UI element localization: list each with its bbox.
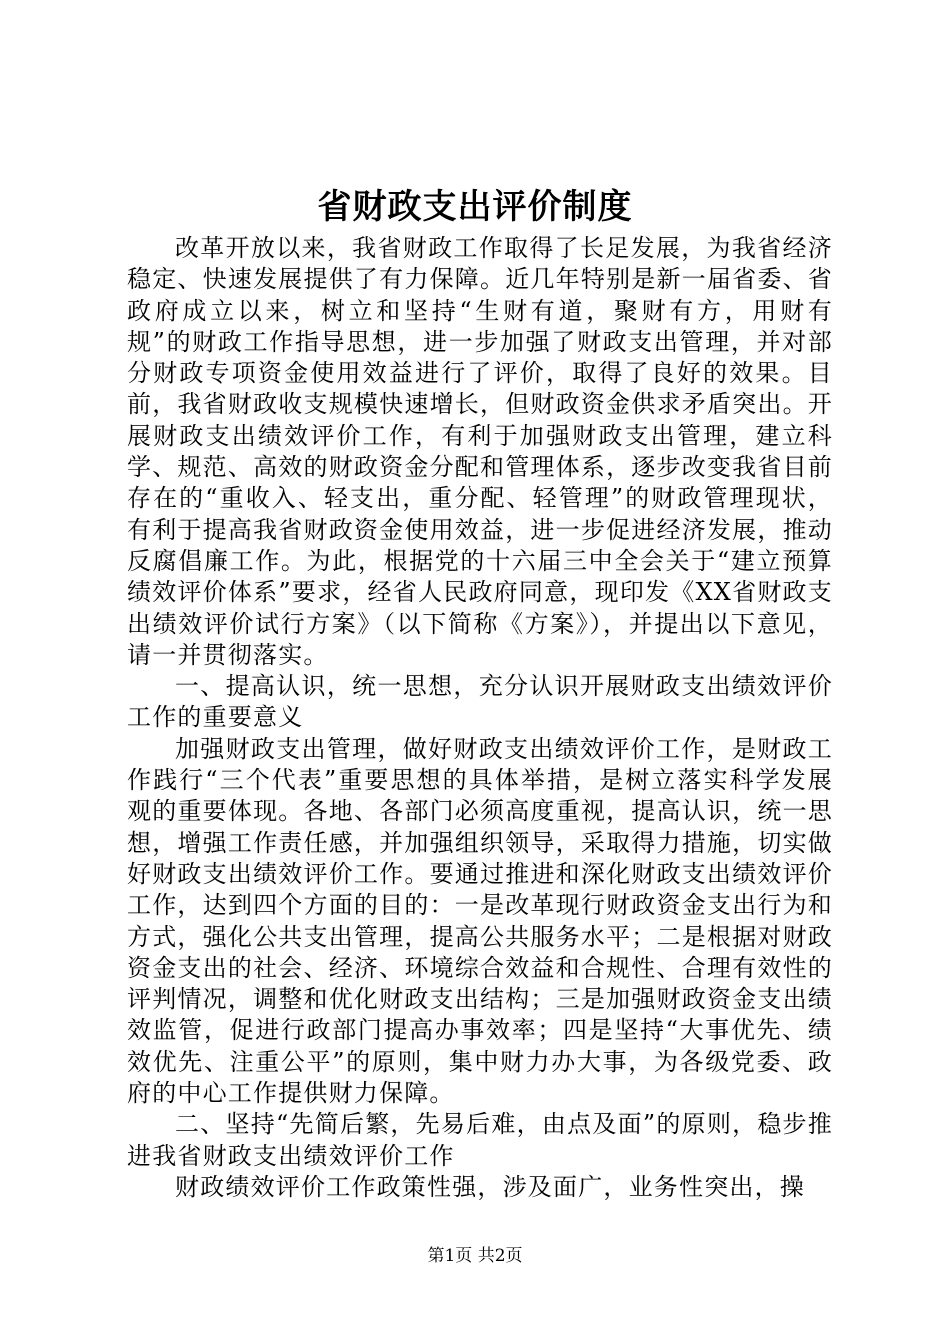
document-body <box>127 233 833 1203</box>
heading-section-1: 一、提高认识，统一思想，充分认识开展财政支出绩效评价工作的重要意义 <box>127 672 833 732</box>
paragraph-intro: 改革开放以来，我省财政工作取得了长足发展，为我省经济稳定、快速发展提供了有力保障。近几年特别是新一届省委、省政府成立以来，树立和坚持“生财有道，聚财有方，用财有规”的财政工作指导思想，进一步加强了财政支出管理，并对部分财政专项资金使用效益进行了评价，取得了良好的效果。目前，我省财政收支规模快速增长，但财政资金供求矛盾突出。开展财政支出绩效评价工作，有利于加强财政支出管理，建立科学、规范、高效的财政资金分配和管理体系，逐步改变我省目前存在的“重收入、轻支出，重分配、轻管理”的财政管理现状，有利于提高我省财政资金使用效益，进一步促进经济发展，推动反腐倡廉工作。为此，根据党的十六届三中全会关于“建立预算绩效评价体系”要求，经省人民政府同意，现印发《XX省财政支出绩效评价试行方案》（以下简称《方案》），并提出以下意见，请一并贯彻落实。 <box>127 234 833 669</box>
page-footer: 第1页 共2页 <box>427 1246 523 1266</box>
document-title: 省财政支出评价制度 <box>317 187 633 227</box>
paragraph-section-1: 加强财政支出管理，做好财政支出绩效评价工作，是财政工作践行“三个代表”重要思想的具体举措，是树立落实科学发展观的重要体现。各地、各部门必须高度重视，提高认识，统一思想，增强工作责任感，并加强组织领导，采取得力措施，切实做好财政支出绩效评价工作。要通过推进和深化财政支出绩效评价工作，达到四个方面的目的：一是改革现行财政资金支出行为和方式，强化公共支出管理，提高公共服务水平；二是根据对财政资金支出的社会、经济、环境综合效益和合规性、合理有效性的评判情况，调整和优化财政支出结构；三是加强财政资金支出绩效监管，促进行政部门提高办事效率；四是坚持“大事优先、绩效优先、注重公平”的原则，集中财力办大事，为各级党委、政府的中心工作提供财力保障。 <box>127 734 833 1108</box>
paragraph-section-2: 财政绩效评价工作政策性强，涉及面广，业务性突出，操 <box>175 1172 805 1201</box>
heading-section-2: 二、坚持“先简后繁，先易后难，由点及面”的原则，稳步推进我省财政支出绩效评价工作 <box>127 1110 833 1170</box>
